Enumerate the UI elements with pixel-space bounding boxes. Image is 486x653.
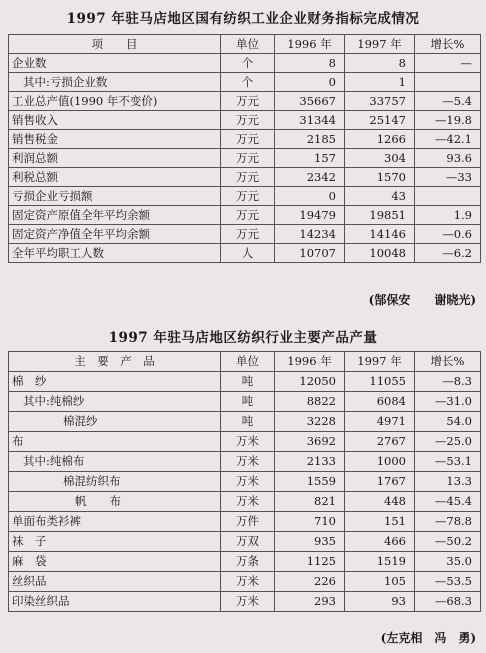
row-1996: 35667 [275, 92, 345, 111]
row-item: 亏损企业亏损额 [9, 187, 221, 206]
table-row [9, 187, 481, 206]
row-1996: 2185 [275, 130, 345, 149]
header-growth: 增长% [415, 35, 481, 54]
row-unit: 人 [221, 244, 275, 263]
product-output-table [8, 351, 481, 612]
row-1997: 1767 [345, 472, 415, 492]
table2-title: 1997 年驻马店地区纺织行业主要产品产量 [108, 330, 378, 346]
row-item: 麻 袋 [9, 552, 221, 572]
row-1997: 1570 [345, 168, 415, 187]
header-unit: 单位 [221, 35, 275, 54]
row-unit: 万元 [221, 130, 275, 149]
row-1996: 8822 [275, 392, 345, 412]
row-unit: 个 [221, 54, 275, 73]
row-1997: 93 [345, 592, 415, 612]
row-1996: 19479 [275, 206, 345, 225]
table-row [9, 432, 481, 452]
row-1997: 43 [345, 187, 415, 206]
row-growth: —50.2 [415, 532, 481, 552]
row-1997: 4971 [345, 412, 415, 432]
row-item: 利润总额 [9, 149, 221, 168]
row-1996: 821 [275, 492, 345, 512]
row-item: 帆 布 [9, 492, 221, 512]
row-item: 棉混纱 [9, 412, 221, 432]
row-1997: 2767 [345, 432, 415, 452]
row-1996: 3692 [275, 432, 345, 452]
row-unit: 万米 [221, 572, 275, 592]
table-row [9, 592, 481, 612]
row-growth: —33 [415, 168, 481, 187]
row-item: 其中:纯棉纱 [9, 392, 221, 412]
row-unit: 万双 [221, 532, 275, 552]
table1-authors: (郜保安 谢晓光) [368, 293, 476, 307]
row-item: 棉 纱 [9, 372, 221, 392]
row-growth: —5.4 [415, 92, 481, 111]
table-row [9, 73, 481, 92]
table-row [9, 392, 481, 412]
row-1997: 304 [345, 149, 415, 168]
row-item: 布 [9, 432, 221, 452]
row-growth: — [415, 54, 481, 73]
header-1996: 1996 年 [275, 352, 345, 372]
table-row [9, 130, 481, 149]
row-1996: 1559 [275, 472, 345, 492]
row-1996: 2342 [275, 168, 345, 187]
row-growth [415, 187, 481, 206]
row-item: 其中:纯棉布 [9, 452, 221, 472]
row-unit: 万元 [221, 206, 275, 225]
row-1997: 448 [345, 492, 415, 512]
table-row [9, 452, 481, 472]
row-1997: 10048 [345, 244, 415, 263]
row-item: 销售收入 [9, 111, 221, 130]
row-item: 全年平均职工人数 [9, 244, 221, 263]
table-row [9, 572, 481, 592]
row-1997: 1266 [345, 130, 415, 149]
table-row [9, 472, 481, 492]
row-1996: 226 [275, 572, 345, 592]
table-row [9, 92, 481, 111]
row-1997: 105 [345, 572, 415, 592]
row-growth: —19.8 [415, 111, 481, 130]
row-item: 利税总额 [9, 168, 221, 187]
row-item: 固定资产原值全年平均余额 [9, 206, 221, 225]
row-1997: 151 [345, 512, 415, 532]
row-growth: —78.8 [415, 512, 481, 532]
row-growth: 93.6 [415, 149, 481, 168]
row-1997: 33757 [345, 92, 415, 111]
row-1996: 31344 [275, 111, 345, 130]
row-unit: 万米 [221, 492, 275, 512]
row-unit: 吨 [221, 372, 275, 392]
row-1997: 1519 [345, 552, 415, 572]
row-1996: 0 [275, 187, 345, 206]
row-growth: 35.0 [415, 552, 481, 572]
table-row [9, 532, 481, 552]
row-item: 销售税金 [9, 130, 221, 149]
table-row [9, 372, 481, 392]
header-1997: 1997 年 [345, 352, 415, 372]
header-1997: 1997 年 [345, 35, 415, 54]
row-item: 固定资产净值全年平均余额 [9, 225, 221, 244]
row-1997: 11055 [345, 372, 415, 392]
row-1997: 466 [345, 532, 415, 552]
row-growth: —8.3 [415, 372, 481, 392]
row-unit: 个 [221, 73, 275, 92]
row-1996: 8 [275, 54, 345, 73]
row-growth: —25.0 [415, 432, 481, 452]
row-unit: 万米 [221, 472, 275, 492]
table-header-row [9, 35, 481, 54]
row-1997: 19851 [345, 206, 415, 225]
table-header-row [9, 352, 481, 372]
row-item: 袜 子 [9, 532, 221, 552]
table-row [9, 168, 481, 187]
row-1996: 710 [275, 512, 345, 532]
row-growth: —31.0 [415, 392, 481, 412]
row-1997: 25147 [345, 111, 415, 130]
row-item: 印染丝织品 [9, 592, 221, 612]
row-growth: —68.3 [415, 592, 481, 612]
row-growth: 54.0 [415, 412, 481, 432]
row-item: 企业数 [9, 54, 221, 73]
row-1996: 2133 [275, 452, 345, 472]
row-item: 工业总产值(1990 年不变价) [9, 92, 221, 111]
table-row [9, 54, 481, 73]
row-unit: 吨 [221, 412, 275, 432]
row-1997: 1000 [345, 452, 415, 472]
row-unit: 万米 [221, 452, 275, 472]
row-item: 棉混纺织布 [9, 472, 221, 492]
row-unit: 吨 [221, 392, 275, 412]
table-row [9, 225, 481, 244]
row-unit: 万米 [221, 432, 275, 452]
table-row [9, 412, 481, 432]
row-1996: 1125 [275, 552, 345, 572]
header-product: 主 要 产 品 [9, 352, 221, 372]
table-row [9, 149, 481, 168]
row-item: 丝织品 [9, 572, 221, 592]
table-row [9, 512, 481, 532]
row-1996: 12050 [275, 372, 345, 392]
row-unit: 万元 [221, 149, 275, 168]
row-unit: 万元 [221, 225, 275, 244]
row-1996: 293 [275, 592, 345, 612]
table2-authors: (左克相 冯 勇) [380, 631, 476, 645]
row-growth: —53.5 [415, 572, 481, 592]
row-1997: 1 [345, 73, 415, 92]
row-1996: 3228 [275, 412, 345, 432]
row-unit: 万元 [221, 92, 275, 111]
row-growth: —45.4 [415, 492, 481, 512]
row-unit: 万件 [221, 512, 275, 532]
row-growth: 1.9 [415, 206, 481, 225]
row-growth: —0.6 [415, 225, 481, 244]
financial-indicators-table [8, 34, 481, 263]
table-row [9, 552, 481, 572]
row-growth: —6.2 [415, 244, 481, 263]
row-growth: —53.1 [415, 452, 481, 472]
row-unit: 万元 [221, 168, 275, 187]
table1-title: 1997 年驻马店地区国有纺织工业企业财务指标完成情况 [66, 11, 420, 27]
row-1996: 935 [275, 532, 345, 552]
row-unit: 万元 [221, 111, 275, 130]
row-unit: 万米 [221, 592, 275, 612]
row-unit: 万条 [221, 552, 275, 572]
table-row [9, 206, 481, 225]
row-1997: 6084 [345, 392, 415, 412]
row-item: 其中:亏损企业数 [9, 73, 221, 92]
table-row [9, 244, 481, 263]
row-growth [415, 73, 481, 92]
table-row [9, 492, 481, 512]
row-growth: 13.3 [415, 472, 481, 492]
row-1997: 14146 [345, 225, 415, 244]
row-1997: 8 [345, 54, 415, 73]
row-growth: —42.1 [415, 130, 481, 149]
row-1996: 14234 [275, 225, 345, 244]
row-unit: 万元 [221, 187, 275, 206]
header-1996: 1996 年 [275, 35, 345, 54]
row-1996: 10707 [275, 244, 345, 263]
row-item: 单面布类衫裤 [9, 512, 221, 532]
table-row [9, 111, 481, 130]
row-1996: 0 [275, 73, 345, 92]
header-unit: 单位 [221, 352, 275, 372]
header-growth: 增长% [415, 352, 481, 372]
row-1996: 157 [275, 149, 345, 168]
header-item: 项 目 [9, 35, 221, 54]
